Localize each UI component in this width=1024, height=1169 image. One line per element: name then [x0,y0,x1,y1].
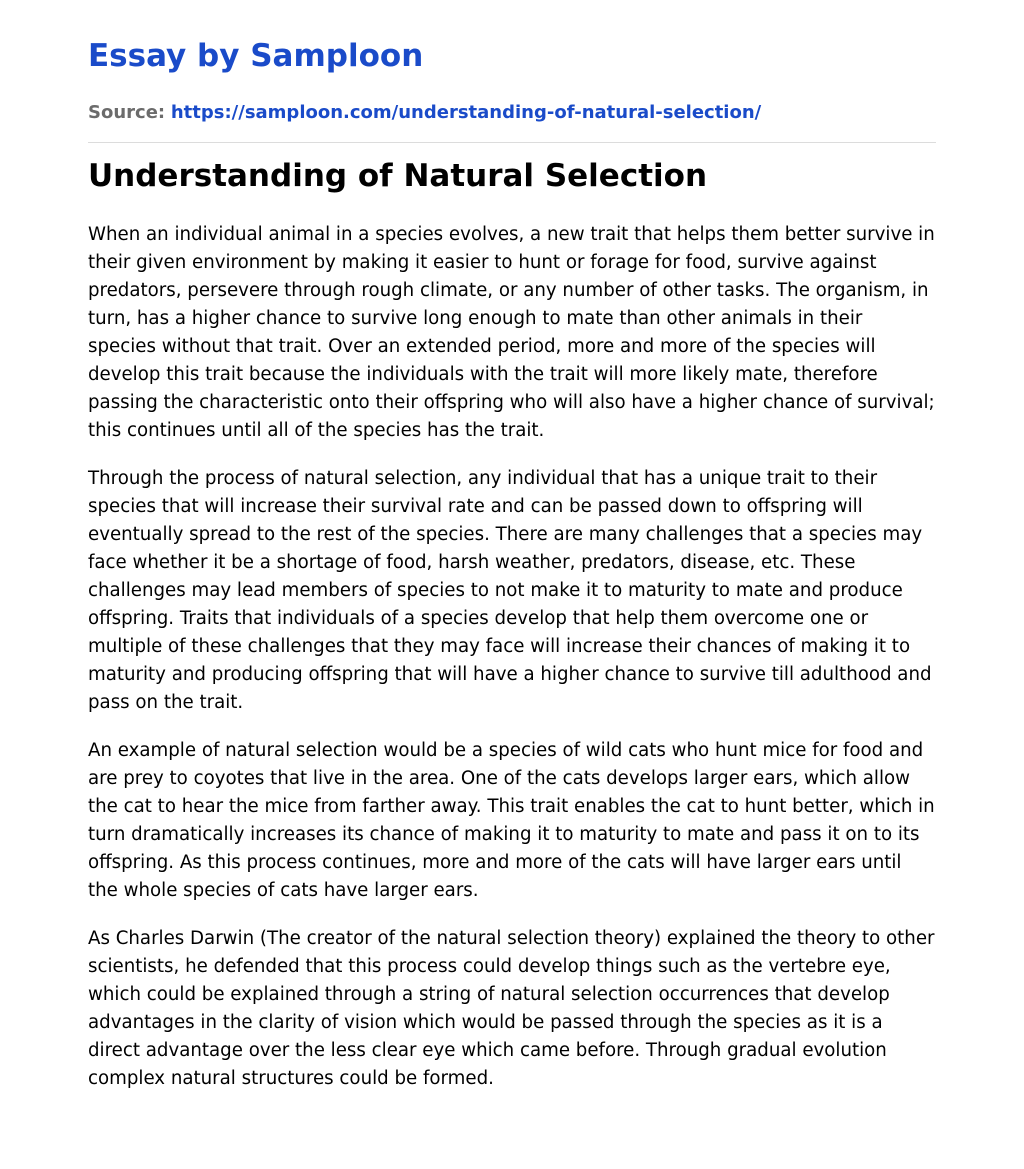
source-link[interactable]: https://samploon.com/understanding-of-natural-selection/ [170,102,762,123]
brand-title: Essay by Samploon [88,38,424,74]
source-line [88,100,761,126]
paragraph-1: When an individual animal in a species evolves, a new trait that helps them better survive in their given environment by making it easier to hunt or forage for food, survive against predators, persevere through rough climate, or any number of other tasks. The organism, in turn, has a higher chance to survive long enough to mate than other animals in their species without that trait. Over an extended period, more and more of the species will develop this trait because the individuals with the trait will more likely mate, therefore passing the characteristic onto their offspring who will also have a higher chance of survival; this continues until all of the species has the trait. [88,224,935,441]
article-title: Understanding of Natural Selection [88,158,708,194]
article-body [88,221,936,1113]
source-label: Source: [88,102,166,123]
paragraph-3: An example of natural selection would be a species of wild cats who hunt mice for food and are prey to coyotes that live in the area. One of the cats develops larger ears, which allow the cat to hear the mice from farther away. This trait enables the cat to hunt better, which in turn dramatically increases its chance of making it to maturity to mate and pass it on to its offspring. As this process continues, more and more of the cats will have larger ears until the whole species of cats have larger ears. [88,740,935,901]
paragraph-2: Through the process of natural selection, any individual that has a unique trait to their species that will increase their survival rate and can be passed down to offspring will eventually spread to the rest of the species. There are many challenges that a species may face whether it be a shortage of food, harsh weather, predators, disease, etc. These challenges may lead members of species to not make it to maturity to mate and produce offspring. Traits that individuals of a species develop that help them overcome one or multiple of these challenges that they may face will increase their chances of making it to maturity and producing offspring that will have a higher chance to survive till adulthood and pass on the trait. [88,468,932,713]
paragraph-4: As Charles Darwin (The creator of the natural selection theory) explained the theory to other scientists, he defended that this process could develop things such as the vertebre eye, which could be explained through a string of natural selection occurrences that develop advantages in the clarity of vision which would be passed through the species as it is a direct advantage over the less clear eye which came before. Through gradual evolution complex natural structures could be formed. [88,928,935,1089]
header-divider [88,142,936,143]
